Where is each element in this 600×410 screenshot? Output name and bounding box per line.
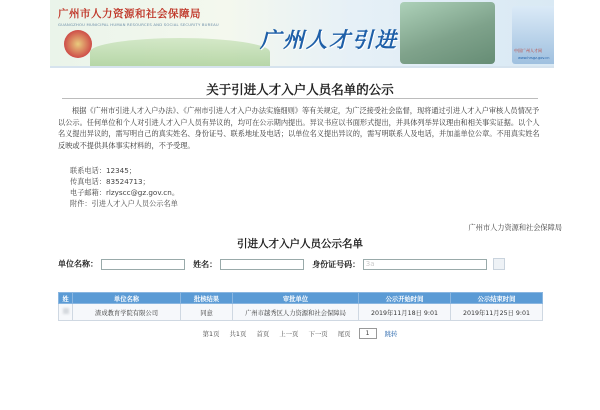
cell-result: 同意 <box>181 304 233 321</box>
attachment-link[interactable]: 附件：引进人才入户人员公示名单 <box>70 199 178 208</box>
contact-phone: 联系电话：12345； <box>70 166 136 175</box>
id-label: 身份证号码： <box>312 259 361 269</box>
id-number-input[interactable] <box>363 259 487 270</box>
go-button[interactable]: 跳转 <box>384 329 398 338</box>
table-header-row <box>59 293 543 304</box>
first-page-link[interactable]: 首页 <box>256 329 270 338</box>
next-page-link[interactable]: 下一页 <box>308 329 328 338</box>
col-result-header: 批核结果 <box>181 293 233 304</box>
dept-name: 广州市人力资源和社会保障局 <box>58 8 201 20</box>
page-info: 第1页 <box>202 329 220 338</box>
col-approver-header: 审批单位 <box>233 293 359 304</box>
cell-name <box>59 304 73 321</box>
page-total: 共1页 <box>229 329 247 338</box>
redacted-name <box>63 308 69 314</box>
cell-end: 2019年11月25日 9:01 <box>451 304 543 321</box>
search-button[interactable] <box>493 258 505 270</box>
cell-unit: 渣成教育学院有限公司 <box>73 304 181 321</box>
list-title-text: 引进人才入户人员公示名单 <box>237 238 363 250</box>
list-title <box>0 236 600 251</box>
contact-fax: 传真电话：83524713； <box>70 177 150 186</box>
name-label: 姓名： <box>193 259 218 269</box>
unit-label: 单位名称： <box>58 259 98 269</box>
prev-page-link[interactable]: 上一页 <box>279 329 299 338</box>
table-row[interactable] <box>59 304 543 321</box>
contact-email: 电子邮箱：rlzyscc@gz.gov.cn。 <box>70 188 180 197</box>
logo-url: www.hrsgz.gov.cn <box>518 56 550 60</box>
page-number-input[interactable]: 1 <box>359 328 377 339</box>
last-page-link[interactable]: 尾页 <box>337 329 351 338</box>
title-divider <box>62 98 538 99</box>
col-name-header: 姓 <box>59 293 73 304</box>
bureau-emblem-icon <box>64 30 92 58</box>
page-title: 关于引进人才入户人员名单的公示 <box>206 82 394 97</box>
notice-signature: 广州市人力资源和社会保障局 <box>468 223 562 232</box>
col-end-header: 公示结束时间 <box>451 293 543 304</box>
site-banner <box>50 0 554 68</box>
pagination <box>0 328 600 339</box>
results-table <box>58 292 543 321</box>
logo-text: 中国广州人才网 <box>514 48 542 53</box>
cell-start: 2019年11月18日 9:01 <box>359 304 451 321</box>
banner-title: 广州人才引进 <box>260 28 398 52</box>
cell-approver: 广州市越秀区人力资源和社会保障局 <box>233 304 359 321</box>
dept-name-en: GUANGZHOU MUNICIPAL HUMAN RESOURCES AND SOCIAL SECURITY BUREAU <box>58 22 219 27</box>
col-unit-header: 单位名称 <box>73 293 181 304</box>
banner-landscape <box>90 38 270 66</box>
col-start-header: 公示开始时间 <box>359 293 451 304</box>
banner-photo <box>400 2 495 64</box>
search-bar <box>58 258 505 270</box>
unit-name-input[interactable] <box>101 259 185 270</box>
name-input[interactable] <box>220 259 304 270</box>
notice-body: 根据《广州市引进人才入户办法》、《广州市引进人才入户办法实施细则》等有关规定，为广泛接受社会监督，现将通过引进人才入户审核人员情况予以公示。任何单位和个人对引进人才入户人员有异议的，均可在公示期内提出。异议书应以书面形式提出，并具体列举异议理由和相关事实证据。以个人名义提出异议的，需写明自己的真实姓名、身份证号、联系地址及电话；以单位名义提出异议的，需写明联系人及电话，并加盖单位公章。不用真实姓名反映或不提供具体事实材料的，不予受理。 <box>58 106 540 150</box>
